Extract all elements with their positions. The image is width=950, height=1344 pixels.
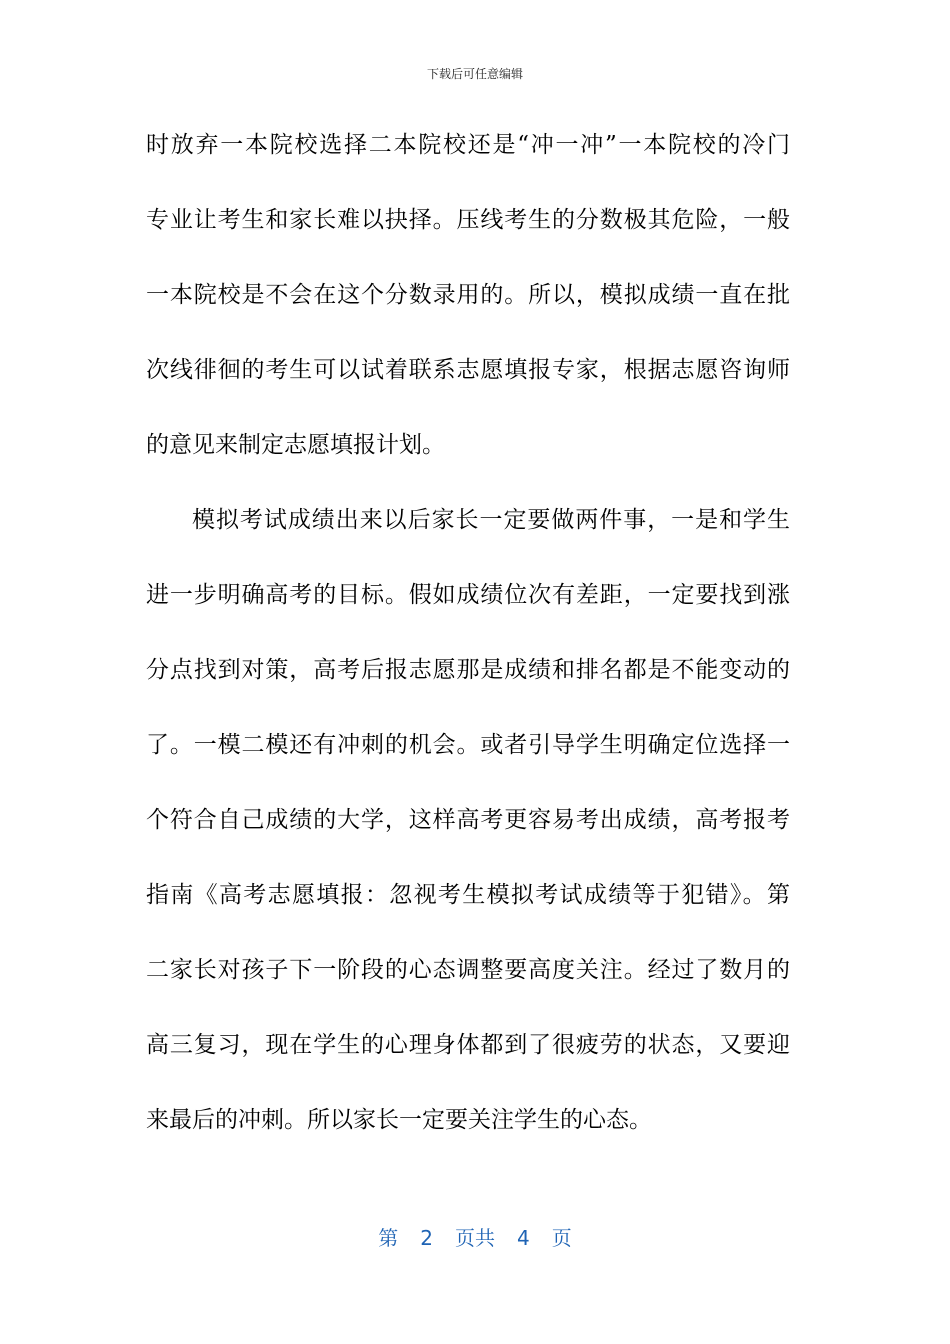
text-line: 时放弃一本院校选择二本院校还是“冲一冲”一本院校的冷门 <box>146 132 790 158</box>
text-line: 了。一模二模还有冲刺的机会。或者引导学生明确定位选择一 <box>146 732 790 758</box>
page-footer <box>0 1224 950 1252</box>
text-line: 次线徘徊的考生可以试着联系志愿填报专家，根据志愿咨询师 <box>146 357 790 383</box>
text-line: 高三复习，现在学生的心理身体都到了很疲劳的状态，又要迎 <box>146 1032 790 1058</box>
footer-middle: 页共 <box>455 1226 495 1250</box>
text-line: 专业让考生和家长难以抉择。压线考生的分数极其危险，一般 <box>146 207 790 233</box>
text-line: 个符合自己成绩的大学，这样高考更容易考出成绩，高考报考 <box>146 807 790 833</box>
footer-prefix: 第 <box>378 1226 399 1250</box>
paragraph-1 <box>146 127 790 502</box>
text-line: 二家长对孩子下一阶段的心态调整要高度关注。经过了数月的 <box>146 957 790 983</box>
text-line: 来最后的冲刺。所以家长一定要关注学生的心态。 <box>146 1107 652 1133</box>
current-page-number: 2 <box>420 1226 433 1250</box>
document-body <box>146 127 790 1177</box>
header-text: 下载后可任意编辑 <box>426 67 523 81</box>
text-line: 的意见来制定志愿填报计划。 <box>146 432 445 458</box>
total-page-count: 4 <box>517 1226 530 1250</box>
page-header <box>0 66 950 82</box>
text-line: 进一步明确高考的目标。假如成绩位次有差距，一定要找到涨 <box>146 582 790 608</box>
paragraph-2 <box>146 502 790 1177</box>
text-line: 一本院校是不会在这个分数录用的。所以，模拟成绩一直在批 <box>146 282 790 308</box>
text-line: 指南《高考志愿填报：忽视考生模拟考试成绩等于犯错》。第 <box>146 882 790 908</box>
text-line: 模拟考试成绩出来以后家长一定要做两件事，一是和学生 <box>192 507 790 533</box>
footer-suffix: 页 <box>551 1226 572 1250</box>
text-line: 分点找到对策，高考后报志愿那是成绩和排名都是不能变动的 <box>146 657 790 683</box>
